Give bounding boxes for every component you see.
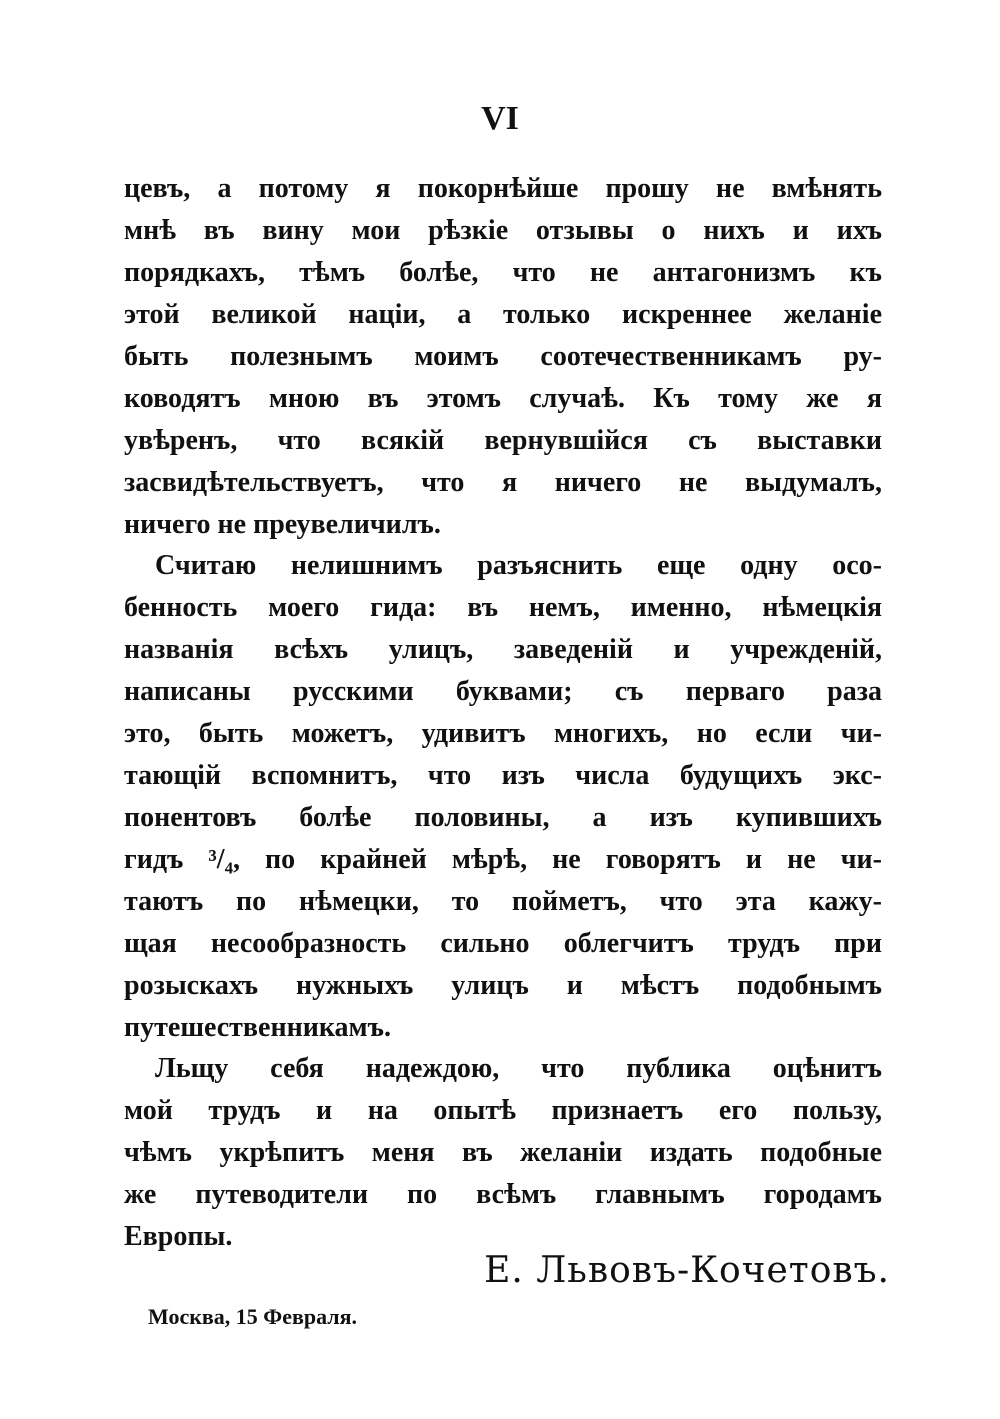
text-line: гидъ ³/₄, по крайней мѣрѣ, не говорятъ и не чи- (124, 844, 882, 875)
text-line: щая несообразность сильно облегчитъ трудъ при (124, 928, 882, 959)
text-line: бенность моего гида: въ немъ, именно, нѣмецкія (124, 592, 882, 623)
text-line: розыскахъ нужныхъ улицъ и мѣстъ подобнымъ (124, 970, 882, 1001)
text-line: Считаю нелишнимъ разъяснить еще одну осо- (155, 550, 882, 581)
text-line: таютъ по нѣмецки, то пойметъ, что эта кажу- (124, 886, 882, 917)
text-line: путешественникамъ. (124, 1012, 391, 1043)
text-line: это, быть можетъ, удивитъ многихъ, но если чи- (124, 718, 882, 749)
text-line: же путеводители по всѣмъ главнымъ городамъ (124, 1179, 882, 1210)
text-line: ничего не преувеличилъ. (124, 509, 441, 540)
page-number: VI (481, 100, 519, 137)
text-line: мой трудъ и на опытѣ признаетъ его пользу, (124, 1095, 882, 1126)
text-line: засвидѣтельствуетъ, что я ничего не выдумалъ, (124, 467, 882, 498)
author-signature: Е. Львовъ-Кочетовъ. (484, 1250, 890, 1291)
text-line: Льщу себя надеждою, что публика оцѣнитъ (155, 1053, 882, 1084)
text-line: быть полезнымъ моимъ соотечественникамъ ру- (124, 341, 882, 372)
text-line: цевъ, а потому я покорнѣйше прошу не вмѣнять (124, 173, 882, 204)
text-line: Европы. (124, 1221, 233, 1252)
text-line: понентовъ болѣе половины, а изъ купившихъ (124, 802, 882, 833)
text-line: увѣренъ, что всякій вернувшійся съ выставки (124, 425, 882, 456)
text-line: ководятъ мною въ этомъ случаѣ. Къ тому же я (124, 383, 882, 414)
text-line: порядкахъ, тѣмъ болѣе, что не антагонизмъ къ (124, 257, 882, 288)
text-line: написаны русскими буквами; съ перваго раза (124, 676, 882, 707)
text-line: тающій вспомнитъ, что изъ числа будущихъ экс- (124, 760, 882, 791)
text-line: мнѣ въ вину мои рѣзкіе отзывы о нихъ и ихъ (124, 215, 882, 246)
text-line: этой великой націи, а только искреннее желаніе (124, 299, 882, 330)
text-line: названія всѣхъ улицъ, заведеній и учрежденій, (124, 634, 882, 665)
place-date: Москва, 15 Февраля. (148, 1304, 358, 1329)
text-line: чѣмъ укрѣпитъ меня въ желаніи издать подобные (124, 1137, 882, 1168)
